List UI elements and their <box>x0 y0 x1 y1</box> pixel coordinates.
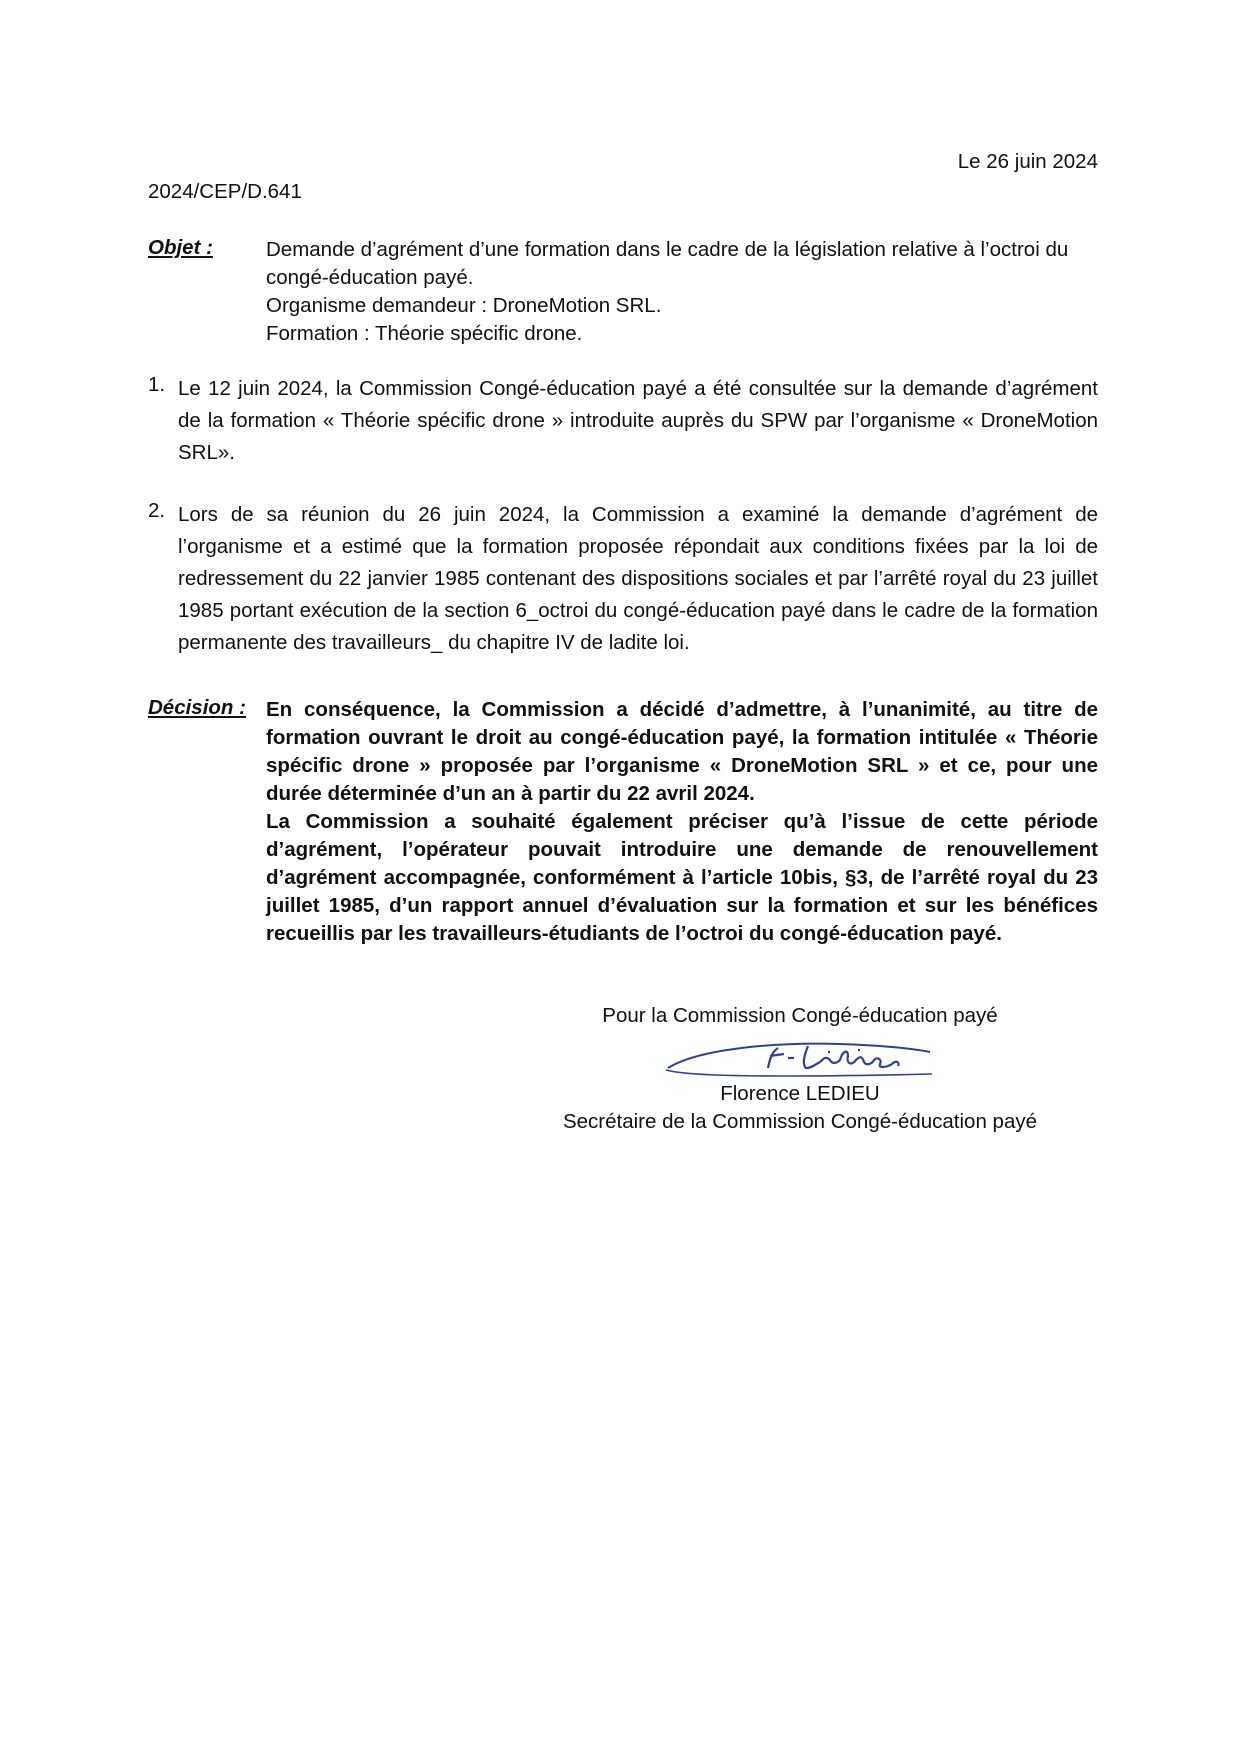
numbered-item <box>148 499 1098 659</box>
handwritten-signature <box>660 1034 940 1080</box>
letter-date: Le 26 juin 2024 <box>957 150 1098 173</box>
item-number: 1. <box>148 373 166 396</box>
signatory-name: Florence LEDIEU <box>720 1082 880 1105</box>
signature-for-line: Pour la Commission Congé-éducation payé <box>602 1004 998 1027</box>
objet-section <box>148 236 1098 348</box>
objet-line: Organisme demandeur : DroneMotion SRL. <box>266 294 662 317</box>
signature-block <box>540 1002 1060 1136</box>
decision-paragraph: La Commission a souhaité également préciser qu’à l’issue de cette période d’agrément, l’opérateur pouvait introduire une demande de renouvellement d’agrément accompagnée, conformément à l’article 10bis, §3, de l’arrêté royal du 23 juillet 1985, d’un rapport annuel d’évaluation sur la formation et sur les bénéfices recueillis par les travailleurs-étudiants de l’octroi du congé-éducation payé. <box>266 810 1098 945</box>
objet-content <box>266 236 1098 348</box>
objet-line: Demande d’agrément d’une formation dans le cadre de la législation relative à l’octroi du congé-éducation payé. <box>266 238 1069 289</box>
reference-number: 2024/CEP/D.641 <box>148 180 302 203</box>
decision-paragraph: En conséquence, la Commission a décidé d’admettre, à l’unanimité, au titre de formation ouvrant le droit au congé-éducation payé, la formation intitulée « Théorie spécific drone » proposée par l’organisme « DroneMotion SRL » et ce, pour une durée déterminée d’un an à partir du 22 avril 2024. <box>266 698 1098 805</box>
decision-content <box>266 696 1098 948</box>
item-number: 2. <box>148 499 166 522</box>
objet-label: Objet : <box>148 236 213 259</box>
item-text: Lors de sa réunion du 26 juin 2024, la Commission a examiné la demande d’agrément de l’organisme et a estimé que la formation proposée répondait aux conditions fixées par la loi de redressement du 22 janvier 1985 contenant des dispositions sociales et par l’arrêté royal du 23 juillet 1985 portant exécution de la section 6_octroi du congé-éducation payé dans le cadre de la formation permanente des travailleurs_ du chapitre IV de ladite loi. <box>178 503 1098 654</box>
decision-label: Décision : <box>148 696 246 719</box>
objet-line: Formation : Théorie spécific drone. <box>266 322 583 345</box>
signatory-title: Secrétaire de la Commission Congé-éducation payé <box>562 1110 1038 1133</box>
numbered-item <box>148 373 1098 469</box>
decision-section <box>148 696 1098 946</box>
item-text: Le 12 juin 2024, la Commission Congé-éducation payé a été consultée sur la demande d’agrément de la formation « Théorie spécific drone » introduite auprès du SPW par l’organisme « DroneMotion SRL». <box>178 377 1098 464</box>
